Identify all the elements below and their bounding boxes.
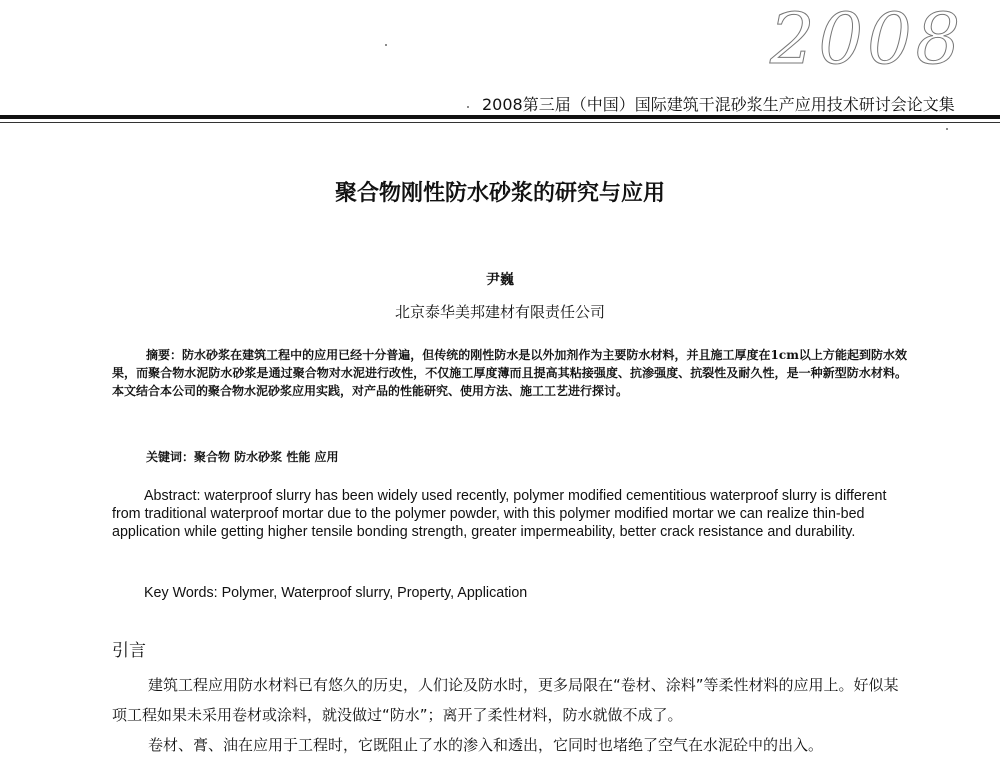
proceedings-title: 2008第三届（中国）国际建筑干混砂浆生产应用技术研讨会论文集 xyxy=(482,95,955,114)
scan-speck xyxy=(946,128,948,130)
header-year-graphic: 2008 xyxy=(770,0,965,80)
abstract-chinese: 摘要：防水砂浆在建筑工程中的应用已经十分普遍，但传统的刚性防水是以外加剂作为主要防水材料，并且施工厚度在1cm以上方能起到防水效果，而聚合物水泥防水砂浆是通过聚合物对水泥进行改性，不仅施工厚度薄而且提高其粘接强度、抗渗强度、抗裂性及耐久性，是一种新型防水材料。本文结合本公司的聚合物水泥砂浆应用实践，对产品的性能研究、使用方法、施工工艺进行探讨。 xyxy=(112,348,907,398)
introduction-body xyxy=(112,670,912,760)
intro-paragraph-1: 建筑工程应用防水材料已有悠久的历史，人们论及防水时，更多局限在“卷材、涂料”等柔性材料的应用上。好似某项工程如果未采用卷材或涂料，就没做过“防水”；离开了柔性材料，防水就做不成了。 xyxy=(112,676,899,724)
keywords-chinese: 关键词：聚合物 防水砂浆 性能 应用 xyxy=(146,450,339,464)
header-rule-thick xyxy=(0,115,1000,119)
section-heading-introduction: 引言 xyxy=(112,641,146,661)
scan-speck xyxy=(467,106,469,108)
header-rule-thin xyxy=(0,122,1000,123)
abstract-english: Abstract: waterproof slurry has been widely used recently, polymer modified cementitious waterproof slurry is different from traditional waterproof mortar due to the polymer powder, with this polymer modified mortar we can realize thin-bed application while getting higher tensile bonding strength, greater impermeability, better crack resistance and durability. xyxy=(112,488,887,540)
paper-title: 聚合物刚性防水砂浆的研究与应用 xyxy=(334,181,665,206)
intro-paragraph-2: 卷材、膏、油在应用于工程时，它既阻止了水的渗入和透出，它同时也堵绝了空气在水泥砼中的出入。 xyxy=(148,736,824,754)
paper-affiliation: 北京泰华美邦建材有限责任公司 xyxy=(394,303,605,321)
paper-author: 尹巍 xyxy=(486,272,514,288)
scan-speck xyxy=(385,44,387,46)
keywords-english: Key Words: Polymer, Waterproof slurry, Property, Application xyxy=(144,585,528,601)
